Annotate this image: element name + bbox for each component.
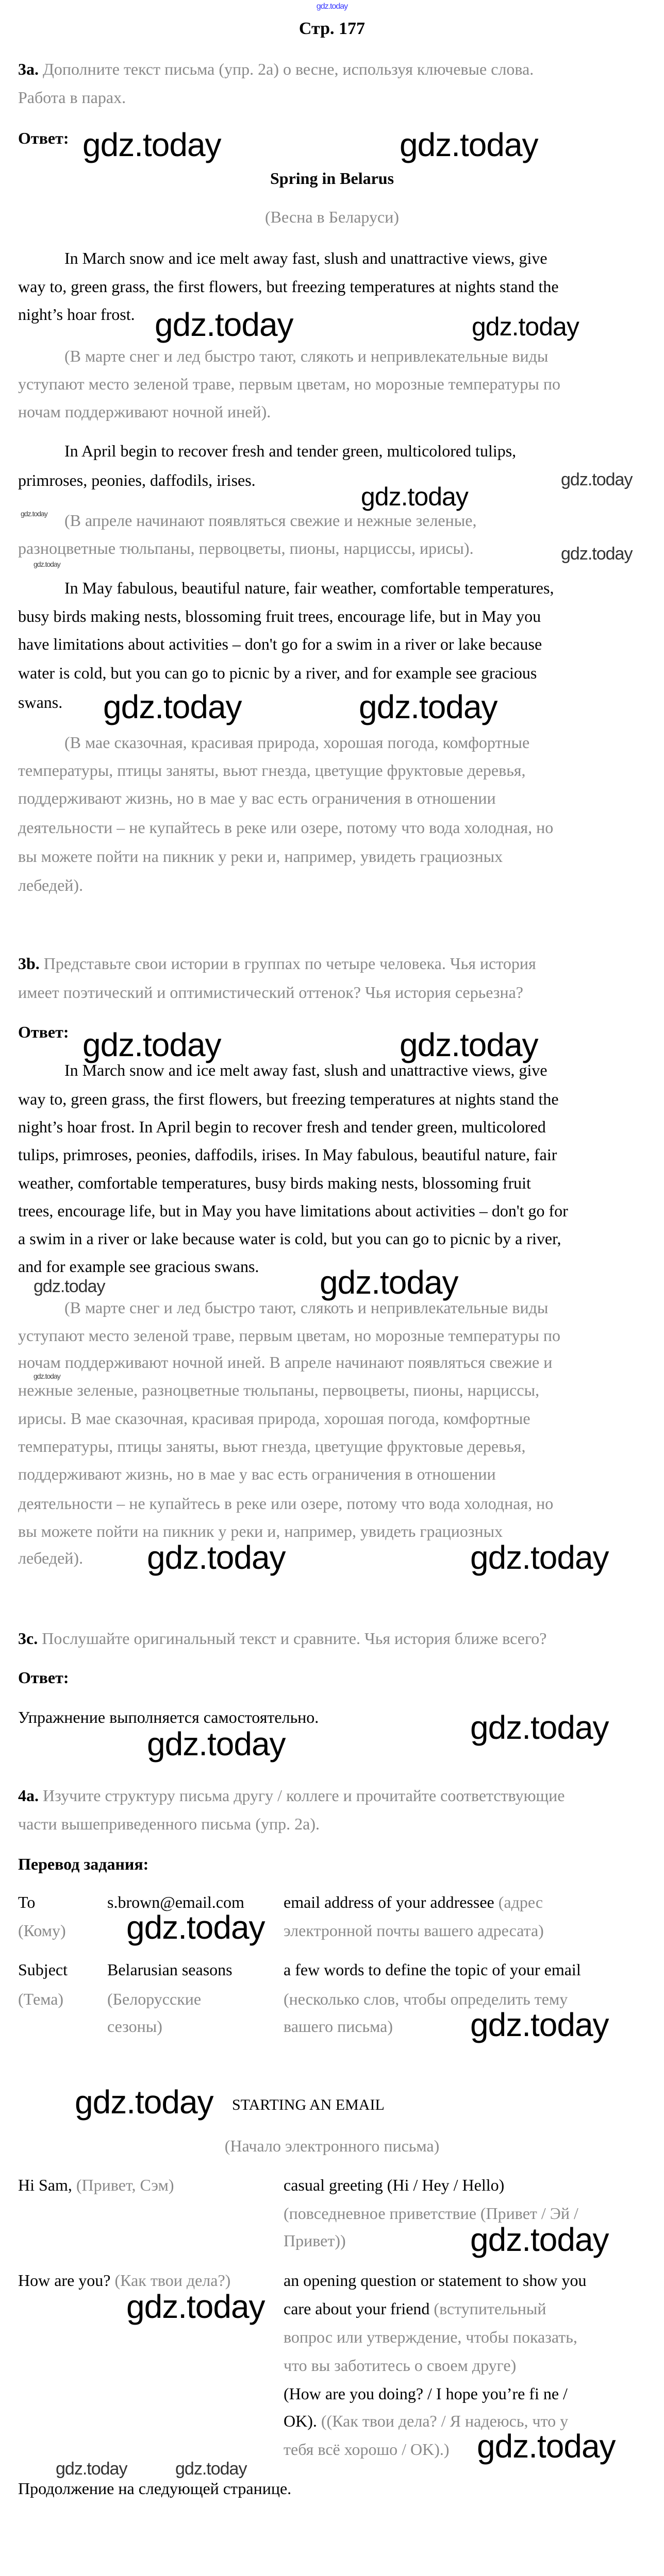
task-text: Изучите структуру письма другу / коллеге и прочитайте соответствующие (43, 1786, 565, 1805)
letter-title-ru: (Весна в Беларуси) (265, 208, 399, 226)
watermark: gdz.today (400, 1026, 538, 1063)
text-line: water is cold, but you can go to picnic by a river, and for example see gracious (18, 664, 537, 682)
text-line-ru: деятельности – не купайтесь в реке или озере, потому что вода холодная, но (18, 1494, 554, 1513)
text-line-ru: ночам поддерживают ночной иней). (18, 402, 271, 421)
ex3b-number: 3b. (18, 954, 40, 973)
desc-text: email address of your addressee (284, 1893, 494, 1911)
watermark: gdz.today (155, 306, 293, 343)
text-line: night’s hoar frost. (18, 305, 135, 324)
text-line: tulips, primroses, peonies, daffodils, irises. In May fabulous, beautiful nature, fair (18, 1145, 557, 1164)
text-line: In March snow and ice melt away fast, slush and unattractive views, give (64, 1061, 547, 1079)
text-line-ru: ирисы. В мае сказочная, красивая природа, хорошая погода, комфортные (18, 1409, 530, 1428)
watermark: gdz.today (400, 126, 538, 163)
text-line: primroses, peonies, daffodils, irises. (18, 471, 256, 489)
watermark: gdz.today (126, 2288, 265, 2325)
subject-value-ru: (Белорусские (107, 1990, 202, 2008)
answer-label: Ответ: (18, 129, 69, 147)
desc-text-ru: (адрес (498, 1893, 543, 1911)
text-line: a swim in a river or lake because water is cold, but you can go to picnic by a river, (18, 1229, 561, 1248)
text-line-ru: поддерживают жизнь, но в мае у вас есть ограничения в отношении (18, 1465, 496, 1483)
subject-value-ru: сезоны) (107, 2017, 162, 2036)
text-line-ru: температуры, птицы заняты, вьют гнезда, цветущие фруктовые деревья, (18, 761, 526, 779)
watermark: gdz.today (561, 544, 633, 564)
text-line-ru: вы можете пойти на пикник у реки и, например, увидеть грациозных (18, 1522, 503, 1540)
ex3c-answer: Упражнение выполняется самостоятельно. (18, 1708, 319, 1726)
subject-label-ru: (Тема) (18, 1990, 64, 2008)
task-text: части вышеприведенного письма (упр. 2а). (18, 1815, 320, 1833)
text-line-ru: вы можете пойти на пикник у реки и, например, увидеть грациозных (18, 847, 503, 866)
greeting (18, 2175, 174, 2195)
ex3a-task (18, 59, 534, 79)
desc-line (284, 2298, 546, 2319)
text-line-ru: (В марте снег и лед быстро тают, слякоть и непривлекательные виды (64, 347, 549, 365)
desc-text: an opening question or statement to show you (284, 2271, 587, 2290)
example-text: OK). (284, 2412, 317, 2430)
example-text: (How are you doing? / I hope you’re fi ne / (284, 2384, 568, 2403)
watermark: gdz.today (126, 1909, 265, 1946)
section-heading-ru: (Начало электронного письма) (224, 2137, 440, 2155)
watermark: gdz.today (56, 2459, 127, 2479)
text-line-ru: (В мае сказочная, красивая природа, хорошая погода, комфортные (64, 733, 530, 752)
text-line: In May fabulous, beautiful nature, fair weather, comfortable temperatures, (64, 579, 554, 597)
text-line-ru: поддерживают жизнь, но в мае у вас есть ограничения в отношении (18, 789, 496, 807)
watermark: gdz.today (470, 2221, 609, 2258)
text-line-ru: ночам поддерживают ночной иней. В апреле начинают появляться свежие и (18, 1353, 553, 1371)
watermark-top: gdz.today (316, 2, 348, 11)
watermark: gdz.today (21, 510, 47, 518)
text-line-ru: нежные зеленые, разноцветные тюльпаны, первоцветы, пионы, нарциссы, (18, 1381, 540, 1399)
task-text: Послушайте оригинальный текст и сравните. Чья история ближе всего? (42, 1629, 547, 1648)
ex4a-task (18, 1785, 565, 1806)
desc-text-ru: (повседневное приветствие (Привет / Эй / (284, 2204, 578, 2223)
subject-desc: a few words to define the topic of your email (284, 1960, 581, 1979)
text-line: night’s hoar frost. In April begin to recover fresh and tender green, multicolored (18, 1117, 546, 1136)
task-text: имеет поэтический и оптимистический оттенок? Чья история серьезна? (18, 983, 523, 1002)
section-heading: STARTING AN EMAIL (232, 2096, 385, 2113)
text-line: trees, encourage life, but in May you have limitations about activities – don't go for (18, 1201, 568, 1220)
watermark: gdz.today (82, 126, 221, 163)
watermark: gdz.today (82, 1026, 221, 1063)
to-value: s.brown@email.com (107, 1893, 244, 1911)
to-label-ru: (Кому) (18, 1921, 66, 1940)
text-line-ru: температуры, птицы заняты, вьют гнезда, цветущие фруктовые деревья, (18, 1437, 526, 1455)
greeting-desc: casual greeting (Hi / Hey / Hello) (284, 2176, 505, 2194)
desc-text-ru: Привет)) (284, 2231, 346, 2250)
to-desc (284, 1892, 543, 1912)
text-line: In March snow and ice melt away fast, slush and unattractive views, give (64, 249, 547, 267)
text-line-ru: уступают место зеленой траве, первым цветам, но морозные температуры по (18, 1326, 560, 1345)
watermark: gdz.today (103, 688, 242, 725)
text-line-ru: уступают место зеленой траве, первым цветам, но морозные температуры по (18, 375, 560, 393)
ex3a-number: 3a. (18, 60, 39, 78)
to-label: To (18, 1893, 36, 1911)
text-line: way to, green grass, the first flowers, but freezing temperatures at nights stand the (18, 1090, 559, 1108)
desc-text-ru: электронной почты вашего адресата) (284, 1921, 544, 1940)
watermark: gdz.today (320, 1264, 458, 1301)
watermark: gdz.today (175, 2459, 247, 2479)
text-line-ru: (В апреле начинают появляться свежие и нежные зеленые, (64, 511, 477, 530)
watermark: gdz.today (361, 482, 468, 511)
letter-title: Spring in Belarus (270, 169, 394, 188)
watermark: gdz.today (470, 1539, 609, 1576)
ex3b-task (18, 953, 536, 974)
watermark: gdz.today (34, 1372, 60, 1380)
desc-text: care about your friend (284, 2299, 430, 2318)
watermark: gdz.today (34, 1277, 105, 1296)
watermark: gdz.today (470, 2006, 609, 2043)
page-title: Стр. 177 (298, 19, 366, 38)
text-line-ru: разноцветные тюльпаны, первоцветы, пионы, нарциссы, ирисы). (18, 539, 474, 557)
watermark: gdz.today (477, 2428, 616, 2465)
task-text: Работа в парах. (18, 88, 126, 107)
ex3c-number: 3c. (18, 1629, 38, 1648)
answer-label: Ответ: (18, 1023, 69, 1041)
opening-text-ru: (Как твои дела?) (114, 2271, 231, 2290)
text-line-ru: деятельности – не купайтесь в реке или озере, потому что вода холодная, но (18, 818, 554, 837)
ex4a-number: 4a. (18, 1786, 39, 1805)
desc-text-ru: (несколько слов, чтобы определить тему (284, 1990, 568, 2008)
greeting-text-ru: (Привет, Сэм) (76, 2176, 174, 2194)
task-text: Дополните текст письма (упр. 2а) о весне, используя ключевые слова. (43, 60, 534, 78)
desc-text-ru: что вы заботитесь о своем друге) (284, 2356, 517, 2375)
watermark: gdz.today (75, 2083, 213, 2121)
watermark: gdz.today (470, 1709, 609, 1746)
subject-value: Belarusian seasons (107, 1960, 233, 1979)
example-text-ru: ((Как твои дела? / Я надеюсь, что у (321, 2412, 569, 2430)
watermark: gdz.today (359, 688, 497, 725)
text-line: and for example see gracious swans. (18, 1257, 259, 1276)
watermark: gdz.today (147, 1539, 286, 1576)
text-line: have limitations about activities – don't go for a swim in a river or lake because (18, 635, 542, 653)
opening (18, 2270, 230, 2291)
ex3c-task (18, 1628, 547, 1649)
subject-label: Subject (18, 1960, 68, 1979)
watermark: gdz.today (34, 560, 60, 568)
translation-label: Перевод задания: (18, 1855, 149, 1873)
desc-text-ru: вашего письма) (284, 2017, 393, 2036)
watermark: gdz.today (147, 1725, 286, 1762)
task-text: Представьте свои истории в группах по четыре человека. Чья история (43, 954, 536, 973)
text-line: In April begin to recover fresh and tender green, multicolored tulips, (64, 442, 517, 460)
continued-note: Продолжение на следующей странице. (18, 2479, 292, 2498)
opening-text: How are you? (18, 2271, 111, 2290)
watermark: gdz.today (561, 470, 633, 489)
desc-text-ru: вопрос или утверждение, чтобы показать, (284, 2328, 577, 2346)
text-line-ru: лебедей). (18, 1549, 84, 1567)
text-line: way to, green grass, the first flowers, but freezing temperatures at nights stand the (18, 277, 559, 296)
answer-label: Ответ: (18, 1668, 69, 1687)
desc-text-ru: (вступительный (434, 2299, 546, 2318)
example-text-ru: тебя всё хорошо / OK).) (284, 2440, 450, 2459)
text-line-ru: (В марте снег и лед быстро тают, слякоть и непривлекательные виды (64, 1298, 549, 1317)
text-line: swans. (18, 693, 63, 711)
text-line-ru: лебедей). (18, 876, 84, 894)
greeting-text: Hi Sam, (18, 2176, 72, 2194)
text-line: busy birds making nests, blossoming fruit trees, encourage life, but in May you (18, 607, 541, 625)
watermark: gdz.today (472, 312, 579, 341)
text-line: weather, comfortable temperatures, busy birds making nests, blossoming fruit (18, 1174, 531, 1192)
